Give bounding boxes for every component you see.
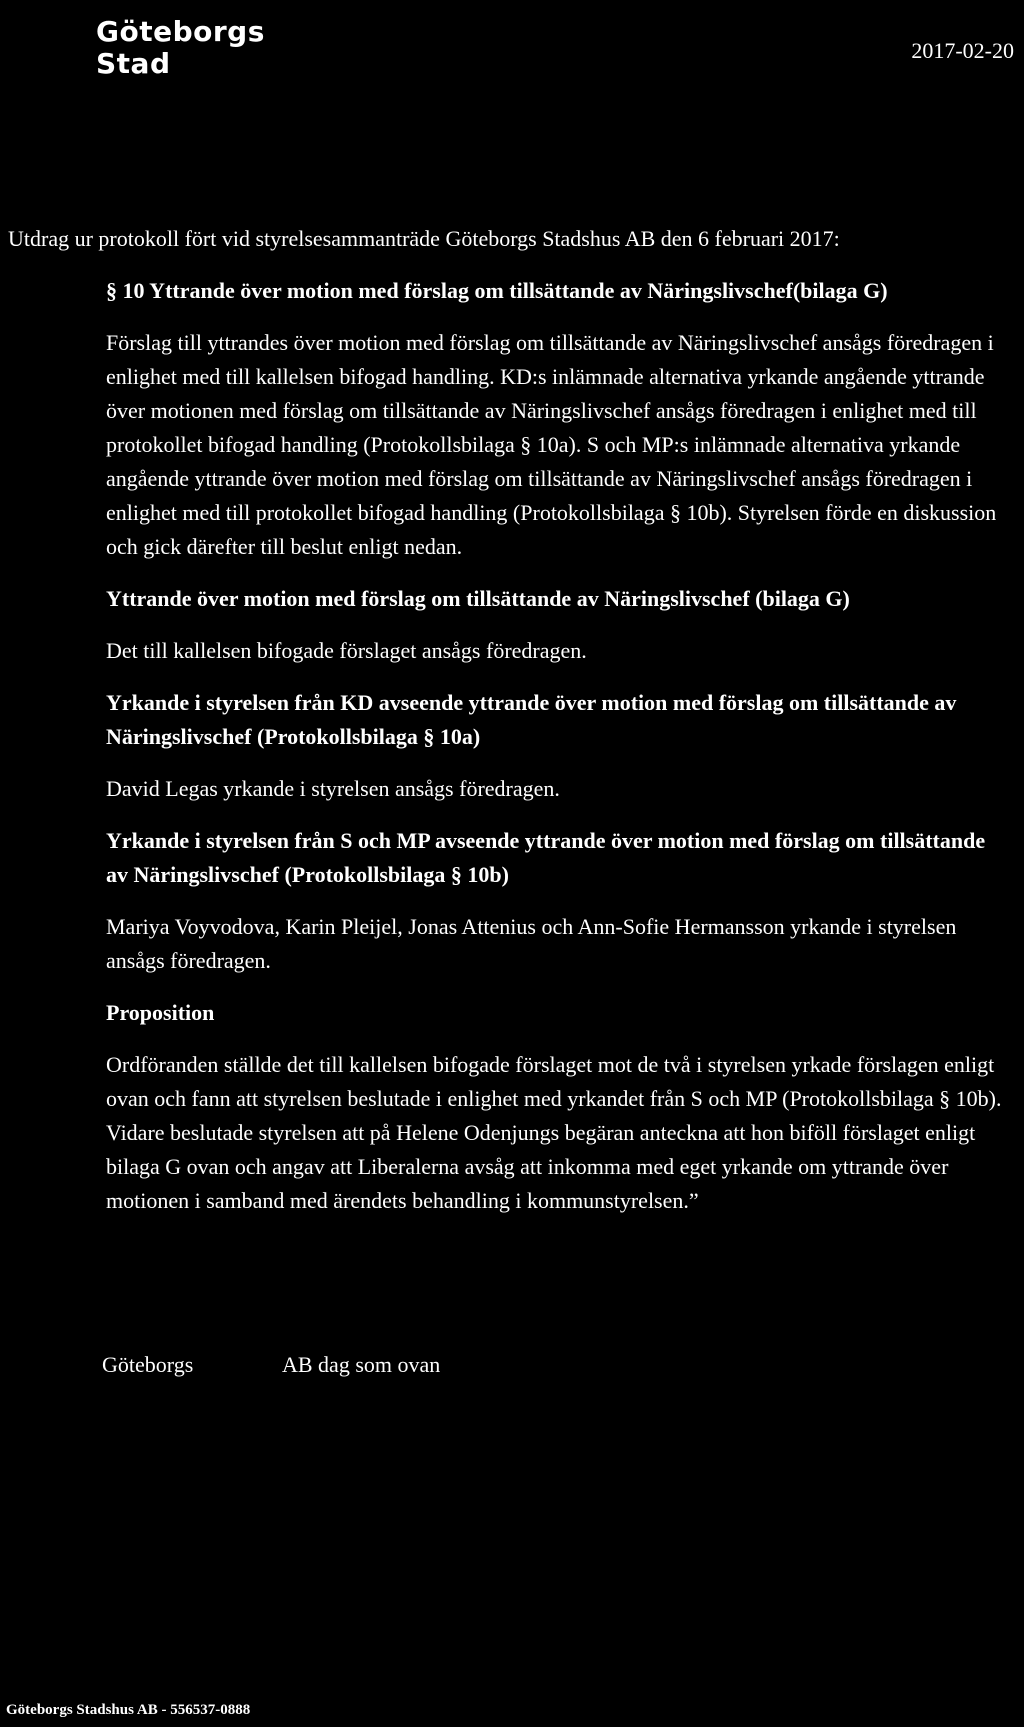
section-text-2: David Legas yrkande i styrelsen ansågs föredragen. bbox=[106, 776, 560, 801]
intro-text: Utdrag ur protokoll fört vid styrelsesammanträde Göteborgs Stadshus AB den 6 februari 2017: bbox=[8, 226, 840, 251]
section-text-4: Ordföranden ställde det till kallelsen bifogade förslaget mot de två i styrelsen yrkade förslagen enligt ovan och fann att styrelsen beslutade i enlighet med yrkandet från S och MP (Protokollsbilaga § 10b). Vidare beslutade styrelsen att på Helene Odenjungs begäran anteckna att hon biföll förslaget enligt bilaga G ovan och angav att Liberalerna avsåg att inkomma med eget yrkande om yttrande över motionen i samband med ärendets behandling i kommunstyrelsen.” bbox=[106, 1052, 1002, 1213]
paragraph-main: Förslag till yttrandes över motion med förslag om tillsättande av Näringslivschef ansågs föredragen i enlighet med till kallelsen bifogad handling. KD:s inlämnade alternativa yrkande angående yttrande över motionen med förslag om tillsättande av Näringslivschef ansågs föredragen i enlighet med till protokollet bifogad handling (Protokollsbilaga § 10a). S och MP:s inlämnade alternativa yrkande angående yttrande över motion med förslag om tillsättande av Näringslivschef ansågs föredragen i enlighet med till protokollet bifogad handling (Protokollsbilaga § 10b). Styrelsen förde en diskussion och gick därefter till beslut enligt nedan. bbox=[106, 330, 997, 559]
section-text-1: Det till kallelsen bifogade förslaget ansågs föredragen. bbox=[106, 638, 587, 663]
section-title-1: Yttrande över motion med förslag om tillsättande av Näringslivschef (bilaga G) bbox=[106, 586, 850, 611]
section-heading: § 10 Yttrande över motion med förslag om tillsättande av Näringslivschef(bilaga G) bbox=[106, 278, 888, 303]
logo-line-1: Göteborgs bbox=[96, 15, 265, 48]
logo bbox=[96, 16, 265, 80]
section-title-2: Yrkande i styrelsen från KD avseende yttrande över motion med förslag om tillsättande av Näringslivschef (Protokollsbilaga § 10a) bbox=[106, 690, 957, 749]
signoff bbox=[102, 1352, 440, 1378]
document-date: 2017-02-20 bbox=[911, 38, 1014, 63]
footer-text: Göteborgs Stadshus AB - 556537-0888 bbox=[6, 1702, 251, 1718]
signoff-rest: AB dag som ovan bbox=[282, 1352, 441, 1377]
signoff-org: Göteborgs bbox=[102, 1352, 194, 1377]
section-text-3: Mariya Voyvodova, Karin Pleijel, Jonas Attenius och Ann-Sofie Hermansson yrkande i styrelsen ansågs föredragen. bbox=[106, 914, 957, 973]
section-title-3: Yrkande i styrelsen från S och MP avseende yttrande över motion med förslag om tillsättande av Näringslivschef (Protokollsbilaga § 10b) bbox=[106, 828, 986, 887]
logo-line-2: Stad bbox=[96, 47, 171, 80]
section-title-4: Proposition bbox=[106, 1000, 215, 1025]
document-body bbox=[106, 274, 1006, 1218]
